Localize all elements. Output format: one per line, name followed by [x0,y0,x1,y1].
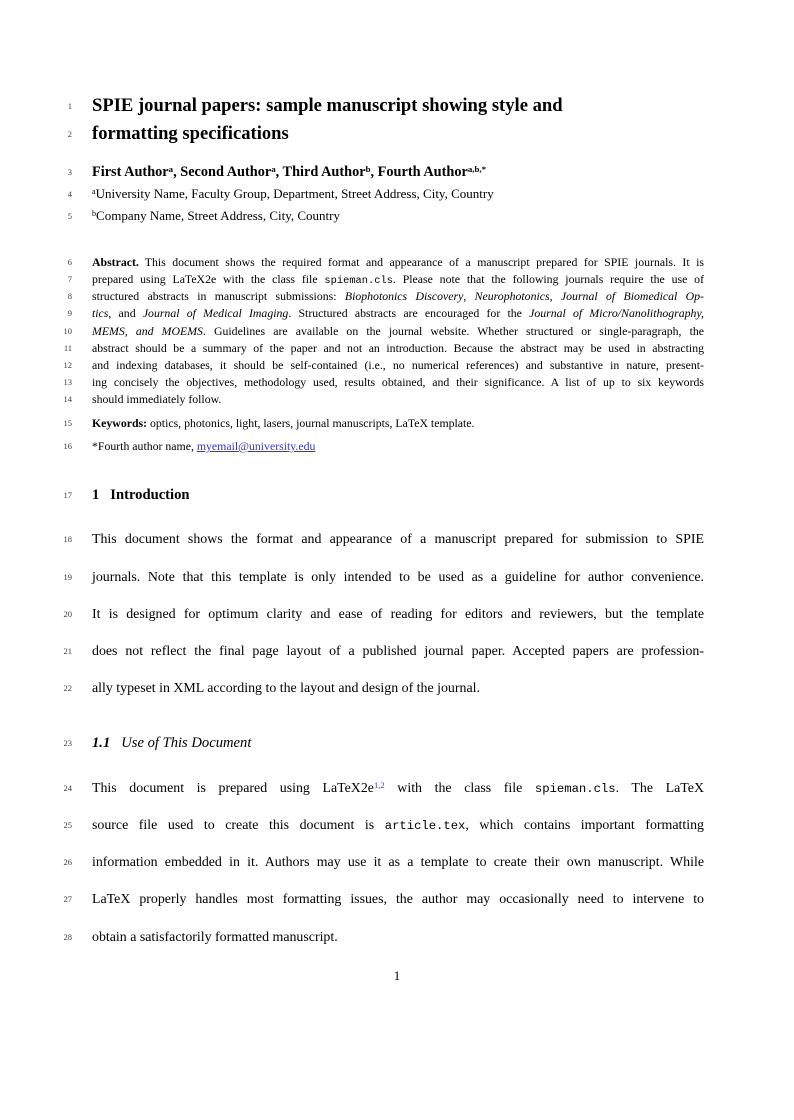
block-h1 [0,485,794,505]
text-segment: tics [92,306,109,321]
line-number: 26 [63,857,72,868]
text-segment: Neurophotonics [474,289,550,304]
doc-line [0,271,794,288]
text-segment: MEMS, and MOEMS [92,323,203,338]
line-number: 24 [63,782,72,793]
doc-line [0,162,794,184]
text-segment: . Guidelines are available on the journal website. Whether structured or single-paragraph, the [202,323,704,338]
text-segment: with the class file [384,780,535,796]
line-text [92,928,704,947]
line-number: 19 [63,571,72,582]
line-text [92,679,704,698]
line-number: 27 [63,894,72,905]
line-text [92,391,704,408]
text-segment: Use of This Document [121,735,252,752]
line-text [92,415,704,432]
line-text [92,438,704,455]
text-segment: . The LaTeX [615,780,704,796]
line-text [92,568,704,587]
block-keywords [0,415,794,432]
line-number: 2 [67,129,72,139]
line-number: 1 [67,101,72,111]
line-text [92,271,704,288]
heading-number: 1 [92,486,100,503]
line-number: 5 [67,210,72,221]
line-number: 20 [63,608,72,619]
email-link[interactable]: myemail@university.edu [196,438,316,453]
text-segment: does not reflect the final page layout of a published journal paper. Accepted papers are profession- [92,644,704,660]
doc-line [0,206,794,228]
line-text [92,120,704,148]
doc-line [0,92,794,120]
text-segment: . Structured abstracts are encouraged for the [288,306,530,321]
line-text [92,206,704,228]
doc-line [0,733,794,753]
text-segment: , Second Author [173,164,272,180]
line-number: 23 [63,738,72,749]
text-segment: a [168,164,174,175]
doc-line [0,184,794,206]
text-segment: journals. Note that this template is only intended to be used as a guideline for author convenience. [92,569,704,585]
doc-line [0,288,794,305]
text-segment: , [549,289,561,304]
text-segment: Journal of Biomedical Op- [560,289,704,304]
text-segment: , which contains important formatting [465,818,704,834]
block-abstract [0,254,794,409]
text-segment: and indexing databases, it should be self-contained (i.e., no numerical references) and substantive in nature, present- [92,358,704,373]
line-number: 13 [63,377,72,388]
text-segment: should immediately follow. [92,392,222,407]
text-segment: This document is prepared using LaTeX2e [92,780,374,796]
text-segment: Introduction [110,486,190,503]
doc-line [0,340,794,357]
text-segment: This document shows the format and appearance of a manuscript prepared for submission to SPIE [92,532,704,548]
document-lines [0,92,794,965]
line-number: 25 [63,820,72,831]
line-text [92,485,704,505]
text-segment: article.tex [384,819,466,834]
text-segment: It is designed for optimum clarity and ease of reading for editors and reviewers, but the template [92,606,704,622]
line-text [92,340,704,357]
text-segment: spieman.cls [324,275,393,288]
doc-line [0,853,794,890]
text-segment: Journal of Medical Imaging [142,306,289,321]
text-segment: , and [108,306,143,321]
text-segment: ing concisely the objectives, methodology used, results obtained, and their significance. A list of up to six keywords [92,375,704,390]
line-text [92,92,704,120]
text-segment: a,b,* [467,164,487,175]
line-text [92,853,704,872]
block-authors [0,162,794,184]
text-segment: , [463,289,475,304]
block-body [0,530,794,716]
doc-line [0,642,794,679]
doc-line [0,530,794,567]
line-number: 6 [67,256,72,267]
line-text [92,530,704,549]
line-number: 14 [63,394,72,405]
block-title [0,92,794,148]
line-number: 15 [63,417,72,428]
text-segment: Abstract. [92,254,139,269]
line-number: 21 [63,646,72,657]
text-segment: b [365,164,371,175]
line-number: 18 [63,534,72,545]
doc-line [0,679,794,716]
doc-line [0,568,794,605]
text-segment: Journal of Micro/Nanolithography, [529,306,704,321]
text-segment: a [271,164,276,175]
text-segment: University Name, Faculty Group, Department, Street Address, City, Country [95,185,494,201]
text-segment: information embedded in it. Authors may use it as a template to create their own manuscript. While [92,855,704,871]
text-segment: source file used to create this document is [92,818,385,834]
line-number: 17 [63,489,72,500]
text-segment: formatting specifications [92,123,289,144]
doc-line [0,323,794,340]
doc-line [0,779,794,816]
text-segment: obtain a satisfactorily formatted manuscript. [92,929,338,945]
line-text [92,374,704,391]
text-segment: Company Name, Street Address, City, Country [96,207,340,223]
line-text [92,162,704,184]
doc-line [0,415,794,432]
line-text [92,254,704,271]
doc-line [0,357,794,374]
text-segment: b [92,209,97,219]
line-text [92,184,704,206]
doc-line [0,374,794,391]
text-segment: prepared using LaTeX2e with the class file [92,272,325,287]
line-text [92,816,704,836]
doc-line [0,305,794,322]
text-segment: abstract should be a summary of the paper and not an introduction. Because the abstract may be used in abstracting [92,340,704,355]
text-segment: SPIE journal papers: sample manuscript showing style and [92,95,563,116]
line-text [92,642,704,661]
doc-line [0,928,794,965]
block-h2 [0,733,794,753]
line-text [92,779,704,799]
line-number: 7 [67,274,72,285]
doc-line [0,391,794,408]
text-segment: spieman.cls [534,781,616,796]
block-footnote [0,438,794,455]
line-text [92,605,704,624]
text-segment: Keywords: [92,415,148,430]
line-number: 3 [67,167,72,177]
text-segment: . Please note that the following journals require the use of [392,272,705,287]
text-segment: LaTeX properly handles most formatting issues, the author may occasionally need to intervene to [92,892,704,908]
text-segment: optics, photonics, light, lasers, journal manuscripts, LaTeX template. [147,415,475,430]
text-segment: , Third Author [275,164,366,180]
line-text [92,733,704,753]
block-affil [0,184,794,228]
line-number: 9 [67,308,72,319]
doc-line [0,816,794,853]
text-segment: ally typeset in XML according to the layout and design of the journal. [92,681,480,697]
doc-line [0,605,794,642]
citation-link[interactable]: 1,2 [373,780,385,791]
doc-line [0,438,794,455]
text-segment: *Fourth author name, [92,438,197,453]
page-footer [0,967,794,984]
line-number: 22 [63,683,72,694]
line-text [92,357,704,374]
text-segment: This document shows the required format and appearance of a manuscript prepared for SPIE journals. It is [138,254,704,269]
line-number: 28 [63,931,72,942]
doc-line [0,120,794,148]
block-body [0,779,794,965]
line-number: 11 [63,342,72,353]
line-number: 12 [63,360,72,371]
doc-line [0,890,794,927]
doc-line [0,254,794,271]
text-segment: , Fourth Author [370,164,468,180]
line-number: 8 [67,291,72,302]
text-segment: Biophotonics Discovery [344,289,464,304]
manuscript-page [0,92,794,1120]
line-number: 10 [63,325,72,336]
line-text [92,305,704,322]
line-number: 16 [63,440,72,451]
heading-number: 1.1 [92,735,111,752]
page-number: 1 [393,967,401,983]
text-segment: a [92,186,96,196]
line-text [92,288,704,305]
doc-line [0,485,794,505]
line-text [92,890,704,909]
text-segment: structured abstracts in manuscript submissions: [92,289,345,304]
line-number: 4 [67,188,72,199]
line-text [92,323,704,340]
text-segment: First Author [92,164,169,180]
